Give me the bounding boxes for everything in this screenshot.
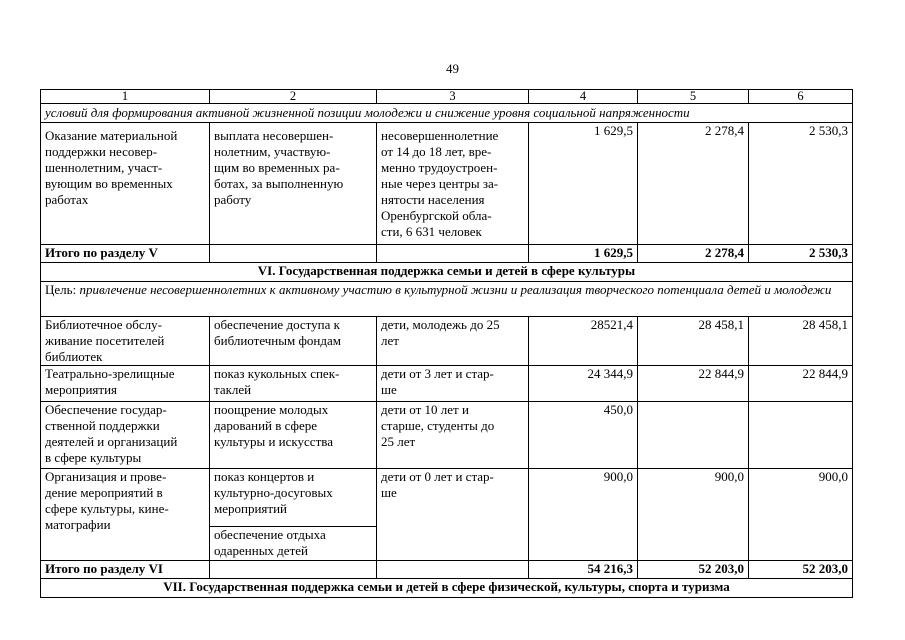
continuation-text: условий для формирования активной жизненной позиции молодежи и снижение уровня социальной напряженности (41, 104, 853, 123)
section-title: VI. Государственная поддержка семьи и детей в сфере культуры (41, 263, 853, 282)
total-value: 52 203,0 (638, 561, 749, 579)
column-header: 1 (41, 90, 210, 104)
column-header: 3 (377, 90, 529, 104)
value-cell: 2 530,3 (749, 123, 853, 245)
target-group-cell: дети от 10 лет и старше, студенты до 25 лет (377, 402, 529, 469)
value-cell: 28521,4 (529, 317, 638, 366)
page-number: 49 (446, 61, 459, 76)
value-cell: 900,0 (749, 469, 853, 561)
empty-cell (210, 245, 377, 263)
target-group-cell: дети от 3 лет и стар- ше (377, 366, 529, 402)
empty-cell (210, 561, 377, 579)
value-cell: 2 278,4 (638, 123, 749, 245)
column-header: 4 (529, 90, 638, 104)
measure-cell: Театрально-зрелищные мероприятия (41, 366, 210, 402)
measure-cell: Оказание материальной поддержки несовер- шеннолетним, участ- вующим во временных работах (41, 123, 210, 245)
value-cell (749, 402, 853, 469)
total-label: Итого по разделу VI (41, 561, 210, 579)
value-cell: 28 458,1 (638, 317, 749, 366)
value-cell: 22 844,9 (749, 366, 853, 402)
table-row (41, 469, 853, 527)
continuation-row (41, 104, 853, 123)
empty-cell (377, 245, 529, 263)
column-header: 5 (638, 90, 749, 104)
empty-cell (377, 561, 529, 579)
total-row (41, 561, 853, 579)
activity-cell: выплата несовершен- нолетним, участвую- щим во временных ра- ботах, за выполненную работу (210, 123, 377, 245)
activity-cell: поощрение молодых дарований в сфере культуры и искусства (210, 402, 377, 469)
section-title-row (41, 579, 853, 598)
section-title-row (41, 263, 853, 282)
value-cell: 22 844,9 (638, 366, 749, 402)
column-header: 6 (749, 90, 853, 104)
measure-cell: Библиотечное обслу- живание посетителей библиотек (41, 317, 210, 366)
goal-cell (41, 282, 853, 317)
value-cell (638, 402, 749, 469)
table-row (41, 317, 853, 366)
total-row (41, 245, 853, 263)
target-group-cell: дети, молодежь до 25 лет (377, 317, 529, 366)
target-group-cell: несовершеннолетние от 14 до 18 лет, вре- менно трудоустроен- ные через центры за- нятости населения Оренбургской обла- сти, 6 631 человек (377, 123, 529, 245)
goal-text: привлечение несовершеннолетних к активному участию в культурной жизни и реализация творческого потенциала детей и молодежи (79, 282, 832, 297)
column-header: 2 (210, 90, 377, 104)
total-value: 2 278,4 (638, 245, 749, 263)
total-value: 1 629,5 (529, 245, 638, 263)
total-value: 54 216,3 (529, 561, 638, 579)
section-title: VII. Государственная поддержка семьи и детей в сфере физической, культуры, спорта и туризма (41, 579, 853, 598)
goal-row (41, 282, 853, 317)
table-row (41, 402, 853, 469)
activity-cell: показ кукольных спек- таклей (210, 366, 377, 402)
column-header-row (41, 90, 853, 104)
value-cell: 900,0 (529, 469, 638, 561)
activity-cell: показ концертов и культурно-досуговых мероприятий (210, 469, 377, 527)
value-cell: 450,0 (529, 402, 638, 469)
total-value: 52 203,0 (749, 561, 853, 579)
target-group-cell: дети от 0 лет и стар- ше (377, 469, 529, 561)
value-cell: 24 344,9 (529, 366, 638, 402)
table-row (41, 123, 853, 245)
value-cell: 28 458,1 (749, 317, 853, 366)
activity-cell: обеспечение отдыха одаренных детей (210, 527, 377, 561)
measure-cell: Организация и прове- дение мероприятий в сфере культуры, кине- матографии (41, 469, 210, 561)
total-label: Итого по разделу V (41, 245, 210, 263)
activity-cell: обеспечение доступа к библиотечным фондам (210, 317, 377, 366)
budget-table (40, 89, 853, 598)
value-cell: 1 629,5 (529, 123, 638, 245)
value-cell: 900,0 (638, 469, 749, 561)
total-value: 2 530,3 (749, 245, 853, 263)
table-row (41, 366, 853, 402)
goal-label: Цель: (45, 282, 80, 297)
measure-cell: Обеспечение государ- ственной поддержки деятелей и организаций в сфере культуры (41, 402, 210, 469)
